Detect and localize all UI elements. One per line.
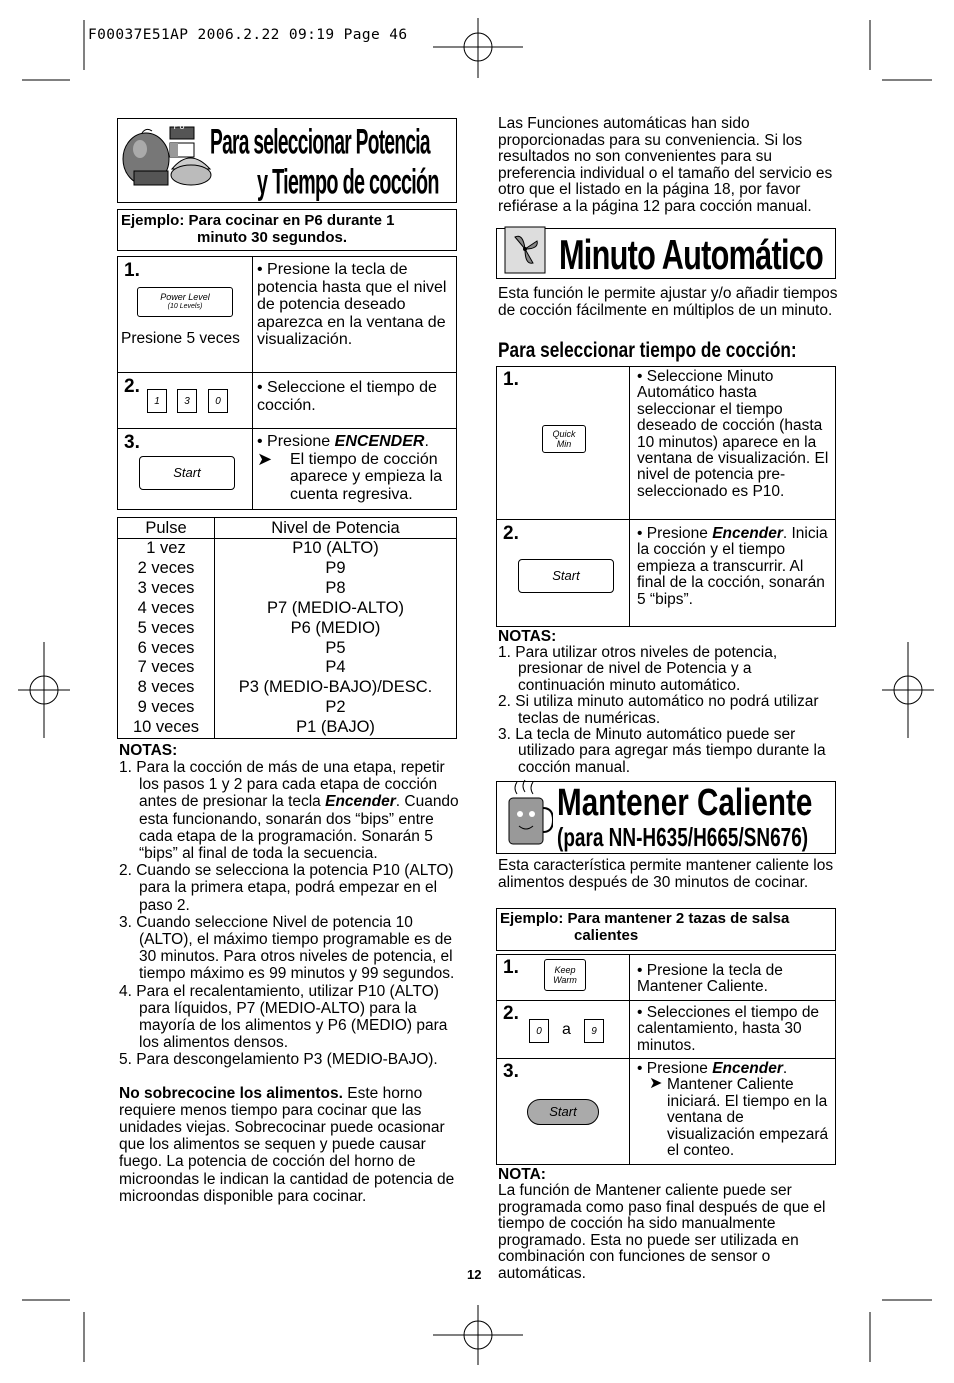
notes-title: NOTAS: — [498, 628, 557, 645]
warning-paragraph — [119, 1085, 459, 1205]
table-row — [118, 718, 457, 738]
intro-paragraph: Las Funciones automáticas han sido proporcionadas para su conveniencia. Si los resultados no son convenientes para su preferencia individual o el tamaño del servicio es otro que el listado en la página 18, por favor refiérase a la página 12 para cocción manual. — [498, 115, 833, 215]
table-row — [118, 599, 457, 619]
arrow-bullet-icon: ➤ — [649, 1075, 663, 1093]
power-level-cell: P9 — [325, 558, 346, 577]
start-key: Start — [527, 1099, 599, 1125]
table-header: Pulse — [118, 518, 215, 539]
example-line1: Ejemplo: Para cocinar en P6 durante 1 — [121, 212, 395, 229]
key-label: Warm — [553, 975, 577, 985]
mantener-example-box — [496, 908, 836, 951]
registration-mark-icon — [433, 18, 523, 78]
step-number: 2. — [503, 523, 519, 544]
step-subtext: Mantener Caliente iniciará. El tiempo en la ventana de visualización empezará el conteo. — [667, 1076, 829, 1160]
mantener-steps-table — [496, 954, 836, 1165]
left-title-line1: Para seleccionar Potencia — [210, 121, 430, 161]
table-header-row — [118, 518, 457, 539]
mantener-nota — [498, 1166, 838, 1282]
step-text — [257, 433, 457, 503]
example-line2: minuto 30 segundos. — [197, 229, 348, 246]
number-key: 0 — [208, 389, 228, 413]
list-item: 1. Para utilizar otros niveles de potencia, presionar de nivel de Potencia y a continuación minuto automático. — [498, 644, 778, 694]
power-level-table — [117, 517, 457, 739]
example-line1: Ejemplo: Para mantener 2 tazas de salsa — [500, 910, 790, 927]
step-text — [637, 526, 834, 608]
key-joiner: a — [562, 1021, 571, 1038]
note-text: 1. Para la cocción de más de una etapa, repetir los pasos 1 y 2 para cada etapa de cocción antes de presionar la tecla — [119, 759, 445, 811]
key-label: Min — [556, 439, 572, 449]
power-level-cell: P5 — [325, 638, 346, 657]
nota-title: NOTA: — [498, 1166, 546, 1183]
step-number: 2. — [124, 376, 140, 397]
start-key: Start — [518, 559, 614, 593]
power-level-cell: P1 (BAJO) — [296, 718, 375, 737]
list-item: 3. La tecla de Minuto automático puede ser utilizado para agregar más tiempo durante la cocción manual. — [498, 726, 826, 776]
pulse-cell: 5 veces — [118, 619, 215, 639]
step-text-pre: • Presione — [637, 1060, 713, 1077]
print-header: F00037E51AP 2006.2.22 09:19 Page 46 — [88, 27, 408, 43]
list-item: 3. Cuando seleccione Nivel de potencia 10 (ALTO), el máximo tiempo programable es de 30 minutos. Para otros niveles de potencia, el tiempo máximo es 99 minutos y 99 segundos. — [119, 913, 455, 983]
pulse-cell: 3 veces — [118, 579, 215, 599]
step-text-pre: • Presione — [257, 433, 335, 450]
left-steps-table — [117, 256, 457, 510]
keep-warm-key — [544, 959, 586, 991]
clipboard-fan-icon — [501, 223, 553, 279]
display-p8: P8 — [173, 121, 185, 131]
warning-text: Este horno requiere menos tiempo para cocinar que las unidades viejas. Sobrecocinar puede ocasionar que los alimentos se sequen y puede causar fuego. La potencia de cocción del horno de microondas le indican la cantidad de potencia de microondas disponible para cocinar. — [119, 1084, 455, 1205]
step-text: • Presione la tecla de potencia hasta que el nivel de potencia deseado aparezca en la ventana de visualización. — [257, 261, 447, 348]
salad-bowl-icon — [171, 158, 211, 185]
step-caption: Presione 5 veces — [121, 330, 240, 347]
table-row — [118, 678, 457, 698]
step-text-post: . Inicia la cocción y el tiempo empieza a transcurrir. Al final de la cocción, sonarán 5 “bips”. — [637, 525, 828, 608]
mug-icon — [503, 778, 553, 852]
pulse-cell: 7 veces — [118, 658, 215, 678]
power-level-cell: P2 — [325, 698, 346, 717]
table-row — [118, 639, 457, 659]
page-number: 12 — [467, 1267, 482, 1282]
step-text-bold: Encender — [712, 1060, 783, 1077]
key-label: Keep — [554, 965, 576, 975]
left-example-box — [117, 209, 457, 251]
pulse-cell: 8 veces — [118, 678, 215, 698]
step-number: 1. — [124, 260, 140, 281]
notes-title: NOTAS: — [119, 742, 178, 759]
quick-min-key — [542, 425, 586, 453]
table-row — [118, 559, 457, 579]
power-level-cell: P10 (ALTO) — [292, 539, 379, 557]
table-row — [118, 658, 457, 678]
table-row — [118, 619, 457, 639]
power-table-body — [118, 539, 457, 739]
key-sublabel: (10 Levels) — [167, 303, 203, 310]
left-notes — [119, 742, 459, 1205]
power-level-cell: P4 — [325, 658, 346, 677]
power-level-cell: P8 — [325, 578, 346, 597]
list-item: 5. Para descongelamiento P3 (MEDIO-BAJO). — [119, 1051, 438, 1069]
table-row — [118, 698, 457, 718]
step-number: 3. — [503, 1061, 519, 1082]
warning-bold: No sobrecocine los alimentos. — [119, 1084, 343, 1102]
left-title-box — [117, 118, 457, 203]
number-key: 1 — [147, 389, 167, 413]
pulse-cell: 2 veces — [118, 559, 215, 579]
example-line2: calientes — [574, 927, 639, 944]
minuto-title-box — [496, 228, 836, 279]
arrow-bullet-icon: ➤ — [257, 448, 273, 469]
number-key: 0 — [529, 1019, 549, 1043]
nota-text: La función de Mantener caliente puede ser programada como paso final después de que el tiempo de cocción ha sido manualmente programado. Esta no puede ser utilizada en combinación con funciones de sensor o automáticas. — [498, 1182, 826, 1282]
table-row — [118, 579, 457, 599]
left-title-line2: y Tiempo de cocción — [257, 161, 439, 201]
pulse-cell: 4 veces — [118, 599, 215, 619]
step-number: 1. — [503, 957, 519, 978]
step-text: • Selecciones el tiempo de calentamiento, hasta 30 minutos. — [637, 1004, 820, 1054]
title-illustration — [120, 121, 212, 201]
minuto-steps-table — [496, 366, 836, 627]
minuto-subtitle: Para seleccionar tiempo de cocción: — [498, 339, 797, 362]
pulse-cell: 6 veces — [118, 639, 215, 659]
registration-mark-icon — [433, 1305, 523, 1365]
note-bold: Encender — [325, 793, 396, 811]
list-item — [119, 759, 459, 862]
mantener-desc: Esta característica permite mantener caliente los alimentos después de 30 minutos de cocinar. — [498, 857, 834, 891]
mantener-title-box — [496, 781, 836, 854]
mantener-title: Mantener Caliente — [557, 782, 813, 824]
step-text-pre: • Presione — [637, 525, 713, 542]
step-text-post: . — [782, 1060, 788, 1077]
pulse-cell: 1 vez — [118, 539, 215, 559]
step-subtext: El tiempo de cocción aparece y empieza la cuenta regresiva. — [290, 450, 443, 503]
step-number: 3. — [124, 432, 140, 453]
step-number: 1. — [503, 369, 519, 390]
key-label: Power Level — [160, 292, 210, 302]
power-level-cell: P6 (MEDIO) — [290, 618, 381, 637]
registration-mark-icon — [882, 642, 934, 738]
minuto-notes — [498, 628, 838, 776]
list-item: 4. Para el recalentamiento, utilizar P10 (ALTO) para líquidos, P7 (MEDIO-ALTO) para la mayoría de los alimentos y P6 (MEDIO) para los alimentos densos. — [119, 982, 448, 1052]
pulse-cell: 10 veces — [118, 718, 215, 738]
number-key: 3 — [177, 389, 197, 413]
registration-mark-icon — [18, 642, 70, 738]
table-header: Nivel de Potencia — [271, 518, 400, 537]
mantener-subtitle: (para NN-H635/H665/SN676) — [557, 822, 809, 852]
step-text — [637, 1061, 834, 1159]
power-level-cell: P3 (MEDIO-BAJO)/DESC. — [238, 678, 433, 697]
step-text-post: . — [424, 433, 429, 450]
table-row — [118, 539, 457, 559]
step-text: • Seleccione Minuto Automático hasta seleccionar el tiempo deseado de cocción (hasta 10 minutos) aparece en la ventana de visualización. El nivel de potencia pre-seleccionado es P10. — [637, 368, 829, 500]
list-item: 2. Si utiliza minuto automático no podrá utilizar teclas de numéricas. — [498, 693, 819, 727]
step-text-bold: Encender — [712, 525, 783, 542]
step-text: • Presione la tecla de Mantener Caliente. — [637, 962, 783, 996]
step-text: • Seleccione el tiempo de cocción. — [257, 379, 437, 414]
step-text-bold: ENCENDER — [334, 433, 425, 450]
minuto-title: Minuto Automático — [559, 231, 824, 278]
power-level-cell: P7 (MEDIO-ALTO) — [267, 598, 404, 617]
minuto-desc: Esta función le permite ajustar y/o añadir tiempos de cocción fácilmente en múltiplos de un minuto. — [498, 285, 838, 319]
note-text: . Cuando esta funcionando, sonarán dos “bips” entre cada etapa de la programación. Sonarán 5 “bips” al final de toda la secuencia. — [139, 793, 459, 863]
start-key: Start — [139, 456, 235, 490]
number-key: 9 — [584, 1019, 604, 1043]
pulse-cell: 9 veces — [118, 698, 215, 718]
power-level-key — [137, 287, 233, 317]
step-number: 2. — [503, 1003, 519, 1024]
list-item: 2. Cuando se selecciona la potencia P10 (ALTO) para la primera etapa, podrá empezar en el paso 2. — [119, 862, 454, 914]
key-label: Quick — [552, 429, 576, 439]
